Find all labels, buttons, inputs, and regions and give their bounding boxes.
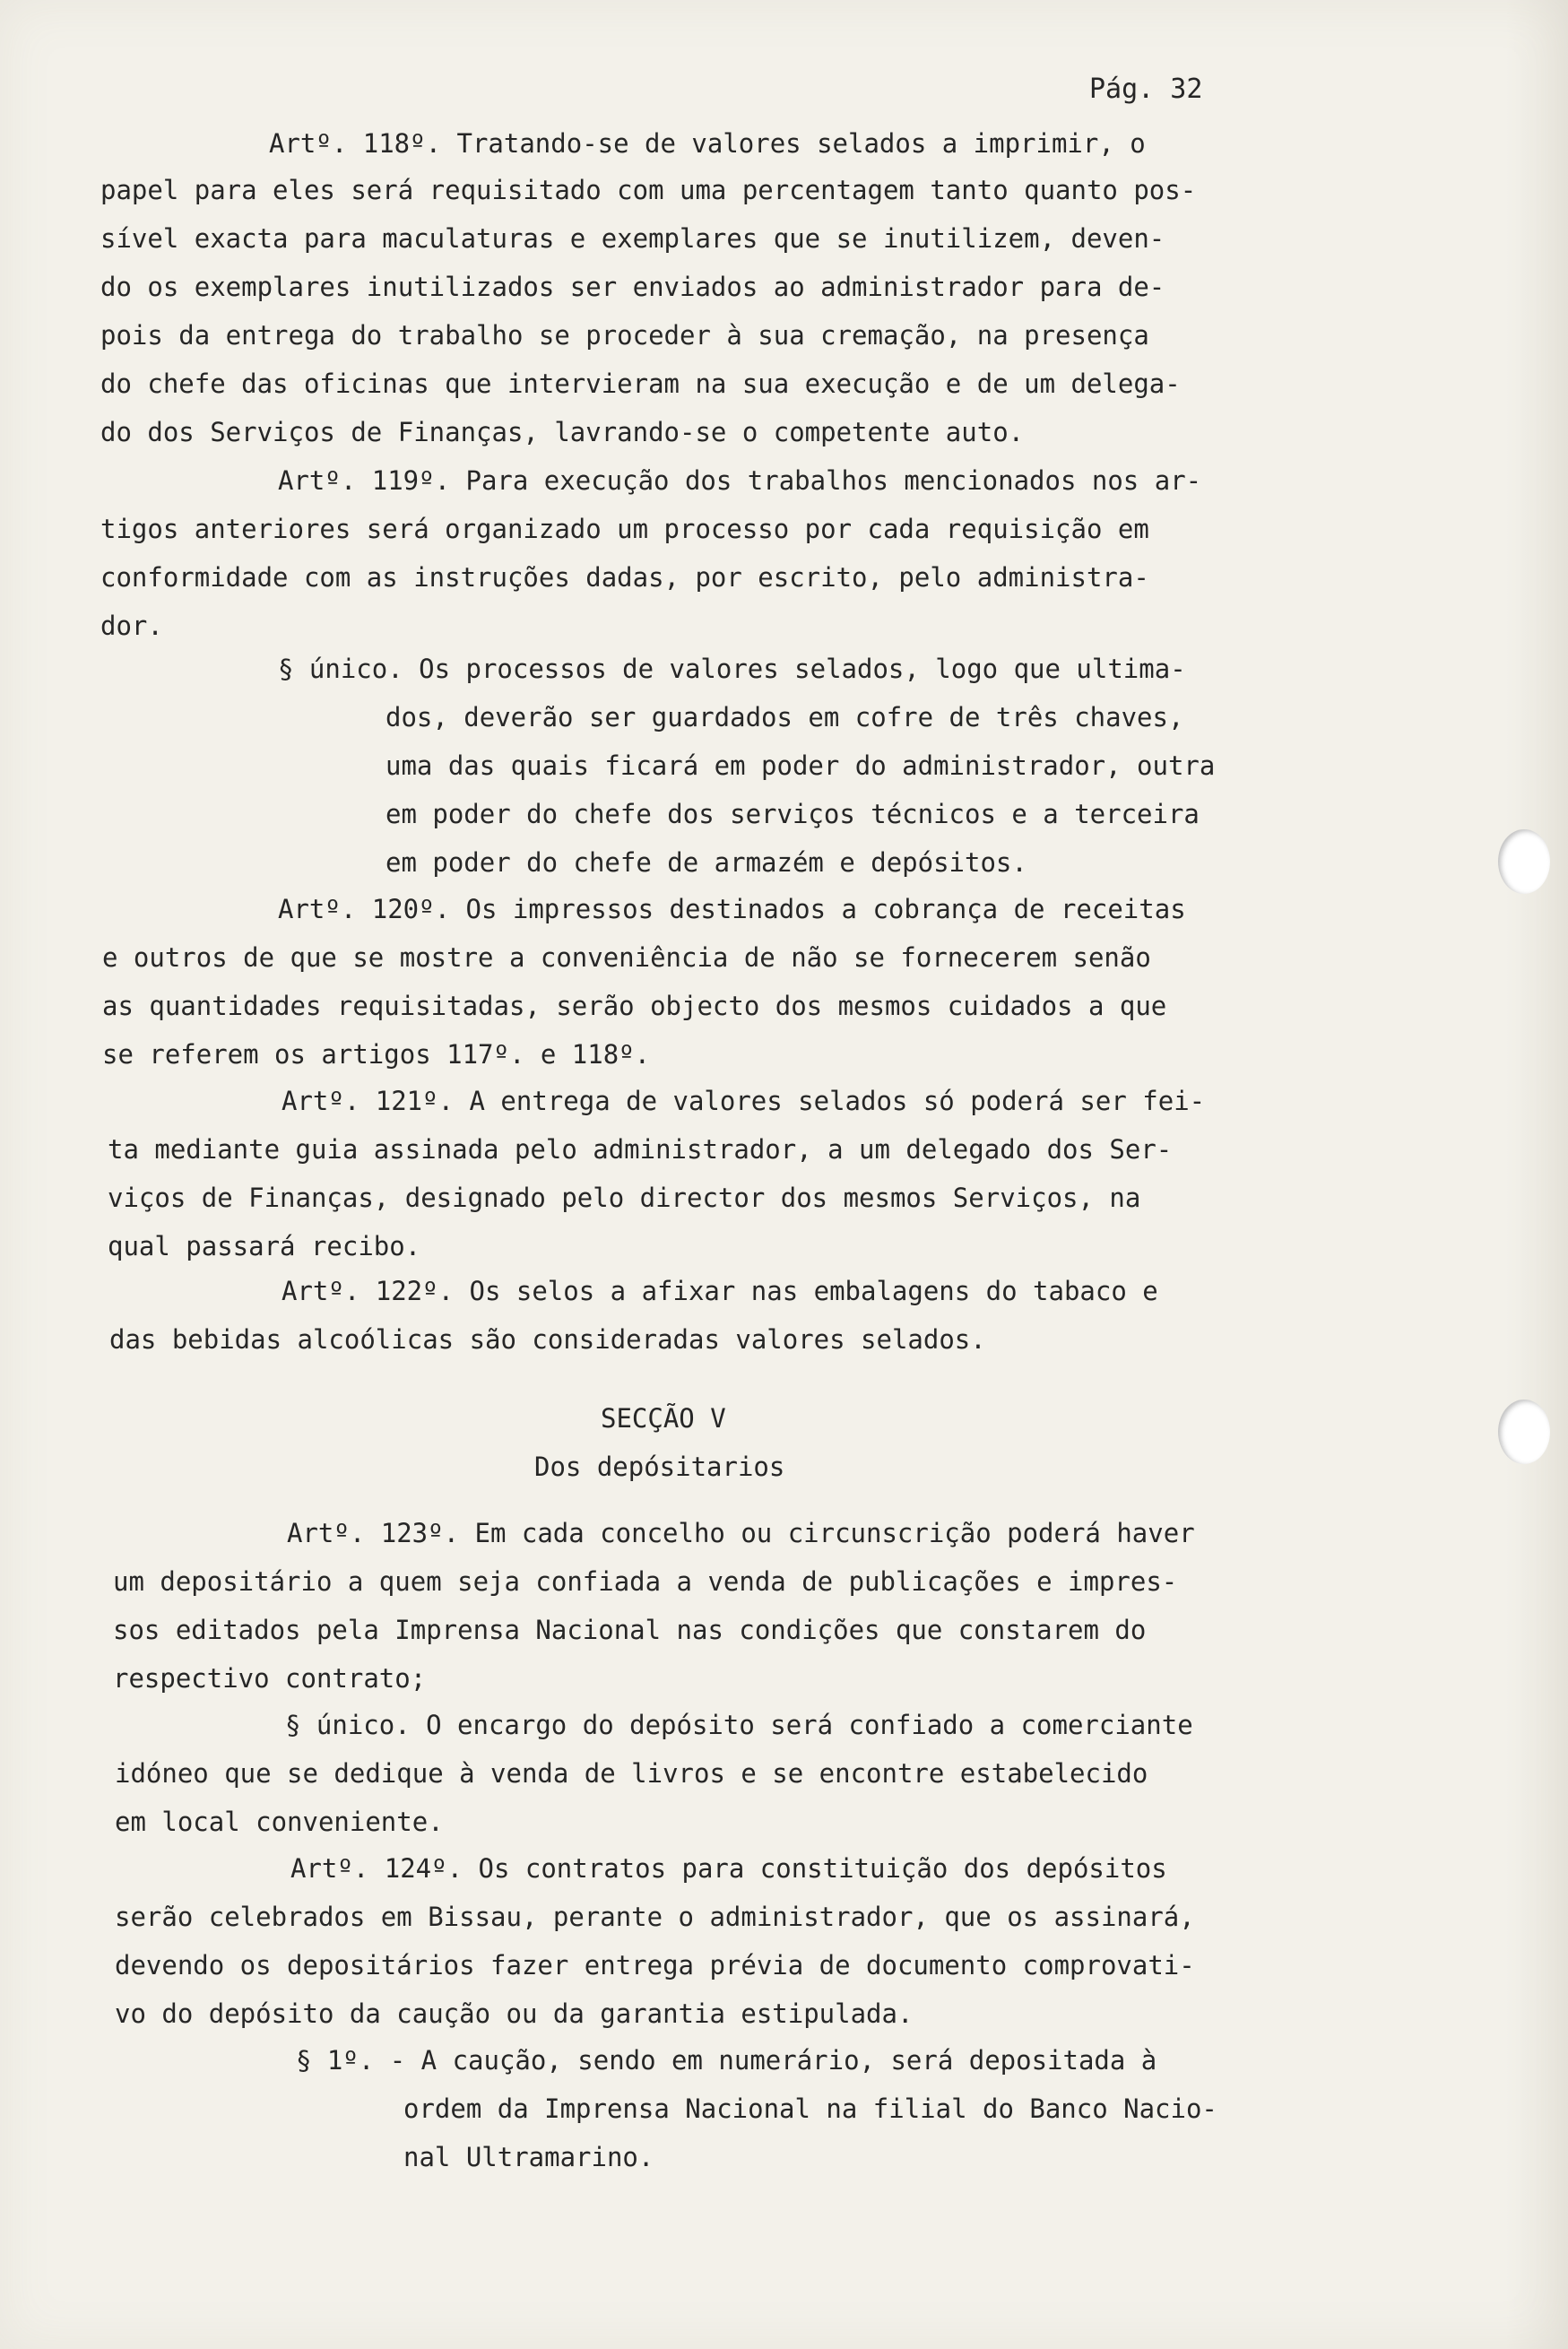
text-line: ta mediante guia assinada pelo administrador, a um delegado dos Ser- — [108, 1134, 1173, 1165]
text-line: nal Ultramarino. — [403, 2142, 654, 2172]
text-line: Artº. 118º. Tratando-se de valores selados a imprimir, o — [269, 128, 1146, 159]
text-line: conformidade com as instruções dadas, por escrito, pelo administra- — [100, 562, 1149, 593]
text-line: serão celebrados em Bissau, perante o administrador, que os assinará, — [115, 1902, 1195, 1932]
section-heading: SECÇÃO V — [601, 1403, 726, 1434]
text-line: um depositário a quem seja confiada a venda de publicações e impres- — [113, 1566, 1178, 1597]
text-line: sos editados pela Imprensa Nacional nas condições que constarem do — [113, 1615, 1147, 1645]
text-line: em poder do chefe de armazém e depósitos. — [386, 847, 1027, 878]
text-line: em poder do chefe dos serviços técnicos e a terceira — [386, 799, 1200, 829]
text-line: uma das quais ficará em poder do administrador, outra — [386, 750, 1216, 781]
text-line: das bebidas alcoólicas são consideradas valores selados. — [109, 1324, 986, 1355]
text-line: e outros de que se mostre a conveniência de não se fornecerem senão — [102, 942, 1151, 973]
text-line: sível exacta para maculaturas e exemplares que se inutilizem, deven- — [100, 223, 1165, 254]
text-line: devendo os depositários fazer entrega prévia de documento comprovati- — [115, 1950, 1195, 1981]
text-line: pois da entrega do trabalho se proceder à sua cremação, na presença — [100, 320, 1149, 351]
text-line: vo do depósito da caução ou da garantia estipulada. — [115, 1998, 914, 2029]
punch-hole-upper — [1498, 829, 1550, 894]
text-line: do os exemplares inutilizados ser enviados ao administrador para de- — [100, 272, 1165, 302]
text-line: Artº. 124º. Os contratos para constituição dos depósitos — [290, 1853, 1167, 1884]
page-number-header: Pág. 32 — [1089, 74, 1203, 105]
text-line: qual passará recibo. — [108, 1231, 421, 1261]
section-subheading: Dos depósitarios — [534, 1452, 785, 1482]
page-edge-shadow — [1505, 0, 1568, 2349]
text-line: as quantidades requisitadas, serão objecto dos mesmos cuidados a que — [102, 991, 1167, 1021]
text-line: Artº. 123º. Em cada concelho ou circunscrição poderá haver — [287, 1518, 1195, 1548]
text-line: § único. Os processos de valores selados, logo que ultima- — [278, 654, 1186, 684]
text-line: se referem os artigos 117º. e 118º. — [102, 1039, 651, 1070]
text-line: dor. — [100, 611, 163, 641]
text-line: viços de Finanças, designado pelo director dos mesmos Serviços, na — [108, 1183, 1141, 1213]
text-line: papel para eles será requisitado com uma percentagem tanto quanto pos- — [100, 175, 1197, 205]
text-line: tigos anteriores será organizado um processo por cada requisição em — [100, 514, 1149, 544]
text-line: idóneo que se dedique à venda de livros e se encontre estabelecido — [115, 1758, 1148, 1789]
text-line: respectivo contrato; — [113, 1663, 427, 1694]
text-line: Artº. 120º. Os impressos destinados a cobrança de receitas — [278, 894, 1186, 924]
text-line: Artº. 121º. A entrega de valores selados só poderá ser fei- — [282, 1086, 1206, 1116]
text-line: do dos Serviços de Finanças, lavrando-se o competente auto. — [100, 417, 1025, 447]
text-line: § 1º. - A caução, sendo em numerário, será depositada à — [296, 2045, 1157, 2076]
text-line: § único. O encargo do depósito será confiado a comerciante — [285, 1710, 1193, 1740]
text-line: dos, deverão ser guardados em cofre de três chaves, — [386, 702, 1184, 732]
punch-hole-lower — [1498, 1400, 1550, 1464]
text-line: Artº. 122º. Os selos a afixar nas embalagens do tabaco e — [282, 1276, 1158, 1306]
text-line: em local conveniente. — [115, 1807, 444, 1837]
text-line: do chefe das oficinas que intervieram na sua execução e de um delega- — [100, 368, 1181, 399]
text-line: ordem da Imprensa Nacional na filial do Banco Nacio- — [403, 2093, 1217, 2124]
text-line: Artº. 119º. Para execução dos trabalhos mencionados nos ar- — [278, 465, 1202, 496]
